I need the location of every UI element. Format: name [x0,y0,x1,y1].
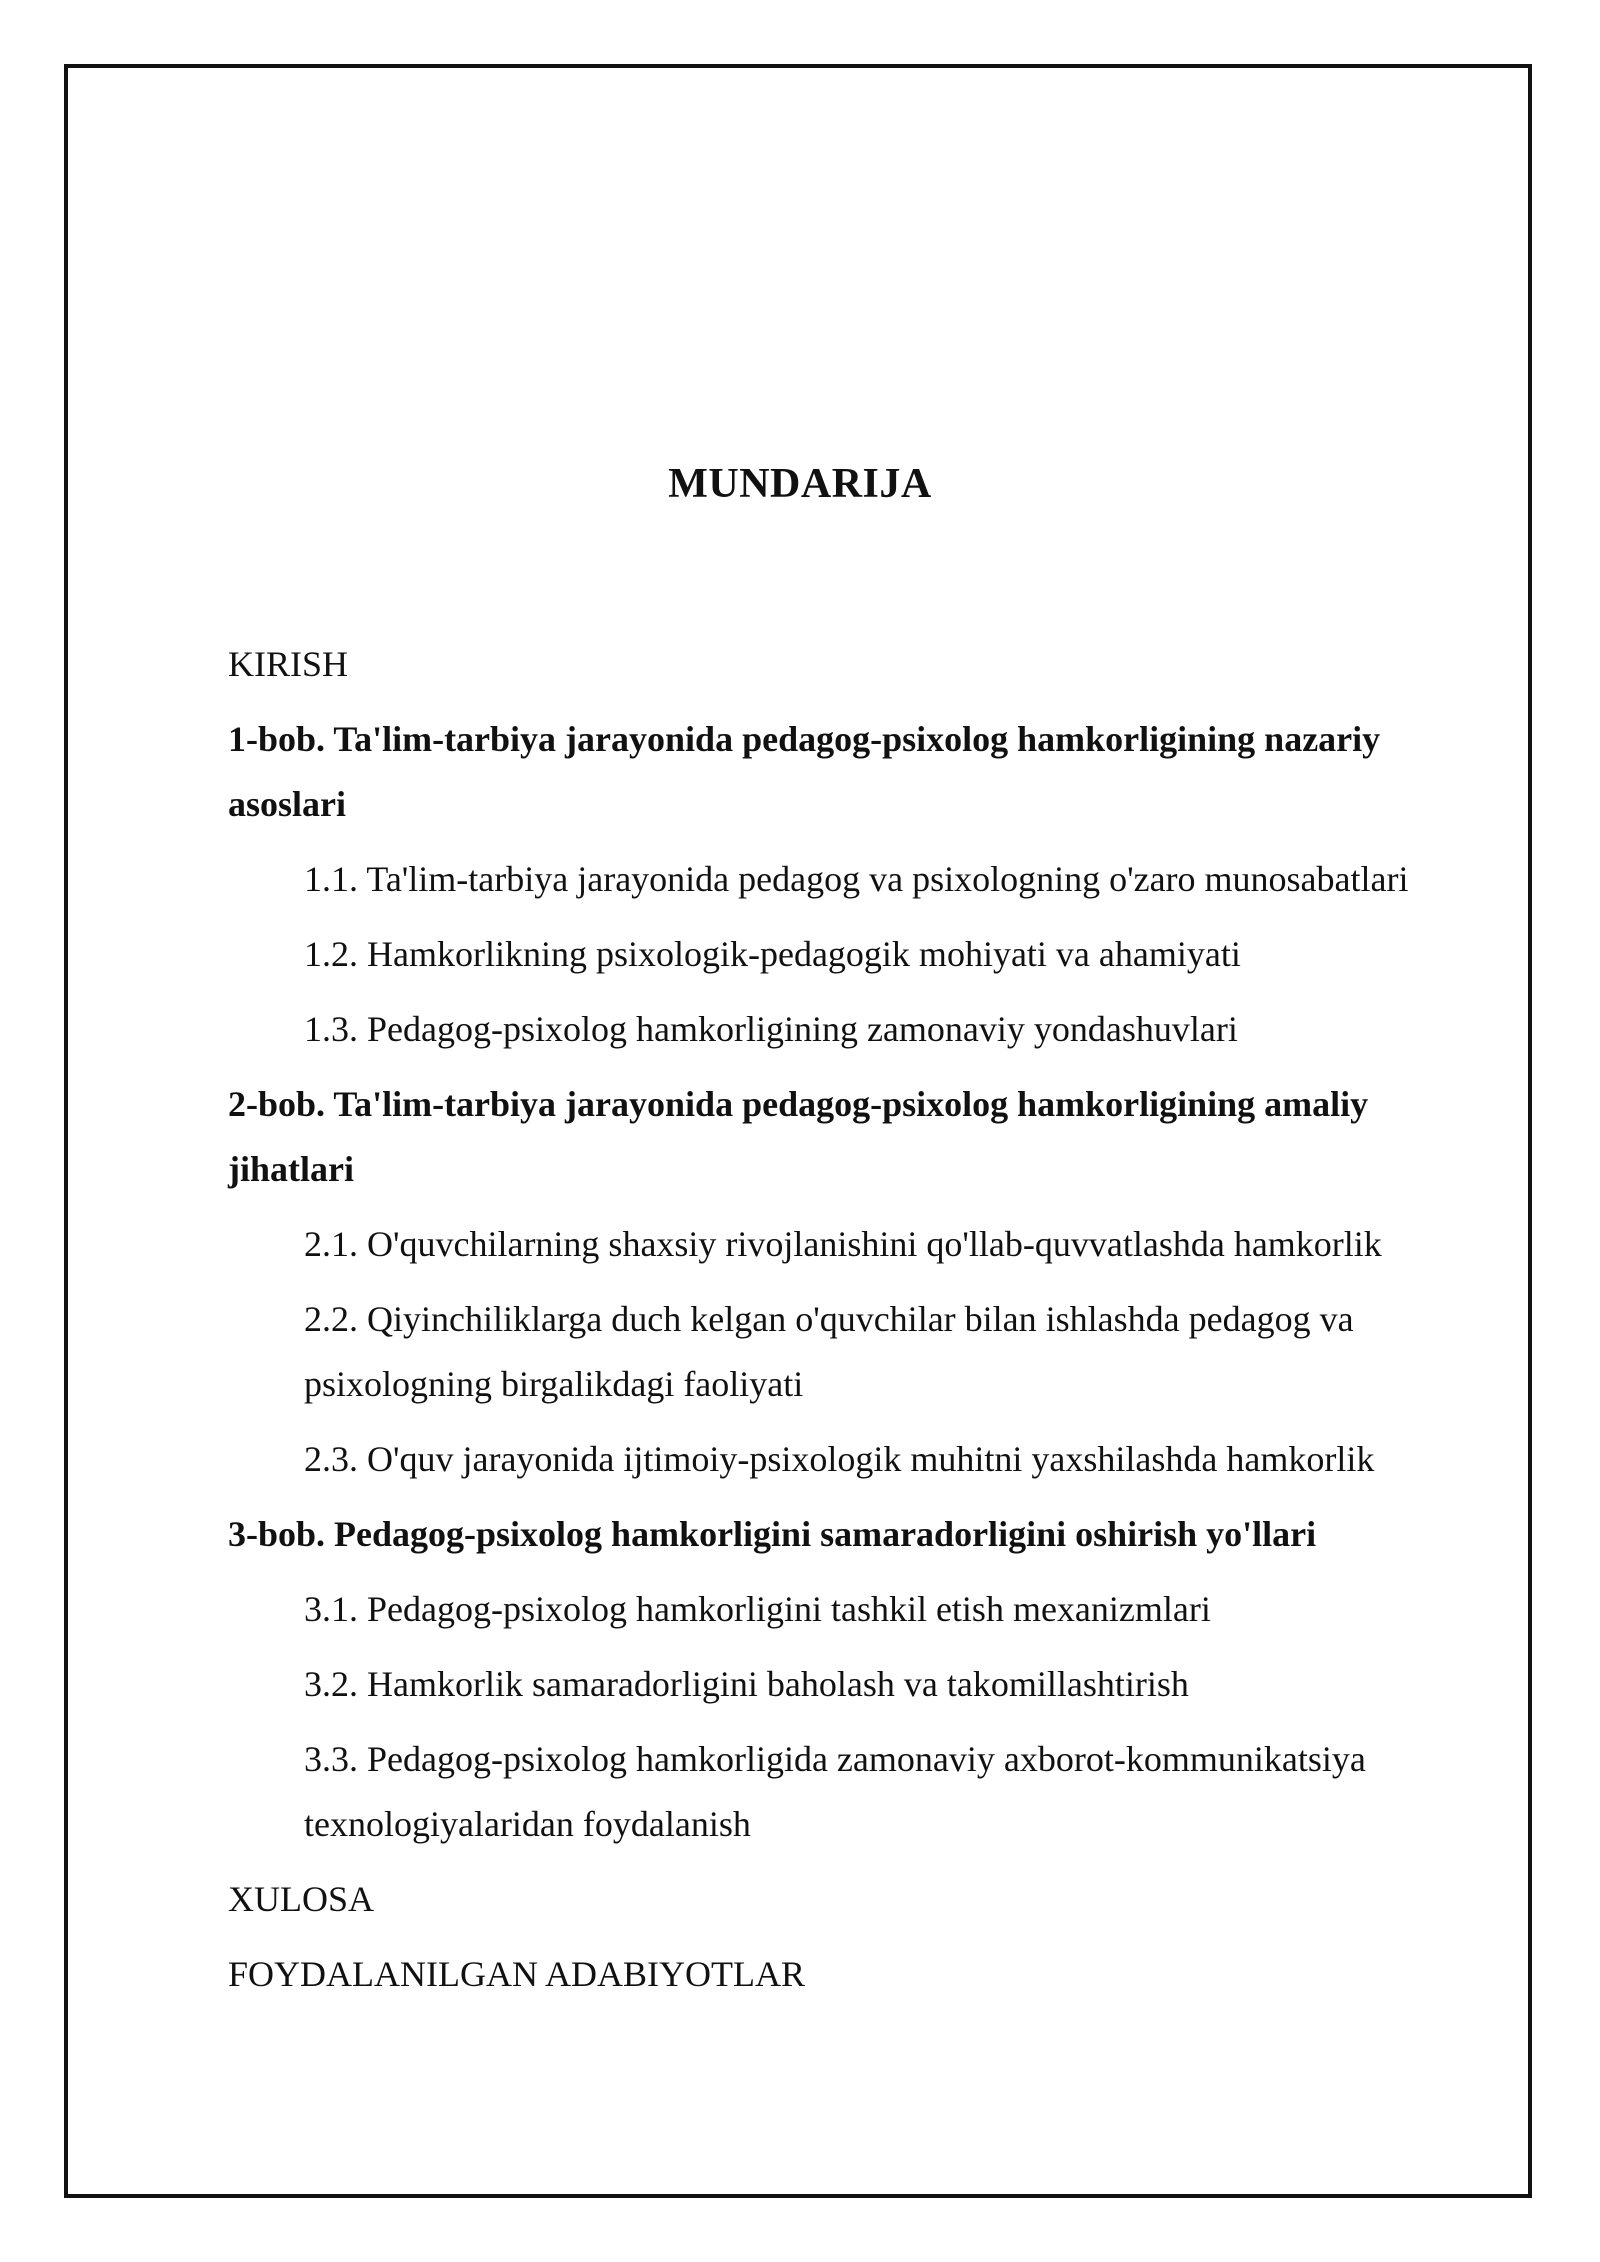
table-of-contents [228,632,1478,2017]
toc-section-1-3: 1.3. Pedagog-psixolog hamkorligining zamonaviy yondashuvlari [304,1009,1238,1049]
page-title: MUNDARIJA [668,461,932,507]
toc-entry-introduction: KIRISH [228,644,349,684]
toc-chapter-1: 1-bob. Ta'lim-tarbiya jarayonida pedagog-psixolog hamkorligining nazariy asoslari [228,719,1381,824]
toc-entry-references: FOYDALANILGAN ADABIYOTLAR [228,1954,805,1994]
toc-chapter-2: 2-bob. Ta'lim-tarbiya jarayonida pedagog-psixolog hamkorligining amaliy jihatlari [228,1084,1369,1189]
toc-section-1-2: 1.2. Hamkorlikning psixologik-pedagogik mohiyati va ahamiyati [304,934,1241,974]
toc-entry-conclusion: XULOSA [228,1879,375,1919]
toc-chapter-3: 3-bob. Pedagog-psixolog hamkorligini samaradorligini oshirish yo'llari [228,1514,1317,1554]
toc-section-1-1: 1.1. Ta'lim-tarbiya jarayonida pedagog va psixologning o'zaro munosabatlari [304,859,1409,899]
toc-section-2-3: 2.3. O'quv jarayonida ijtimoiy-psixologik muhitni yaxshilashda hamkorlik [304,1439,1375,1479]
toc-section-3-2: 3.2. Hamkorlik samaradorligini baholash va takomillashtirish [304,1664,1189,1704]
toc-section-2-2: 2.2. Qiyinchiliklarga duch kelgan o'quvchilar bilan ishlashda pedagog va psixologning birgalikdagi faoliyati [304,1299,1354,1404]
toc-section-3-3: 3.3. Pedagog-psixolog hamkorligida zamonaviy axborot-kommunikatsiya texnologiyalaridan foydalanish [304,1739,1366,1844]
toc-section-2-1: 2.1. O'quvchilarning shaxsiy rivojlanishini qo'llab-quvvatlashda hamkorlik [304,1224,1382,1264]
toc-section-3-1: 3.1. Pedagog-psixolog hamkorligini tashkil etish mexanizmlari [304,1589,1211,1629]
